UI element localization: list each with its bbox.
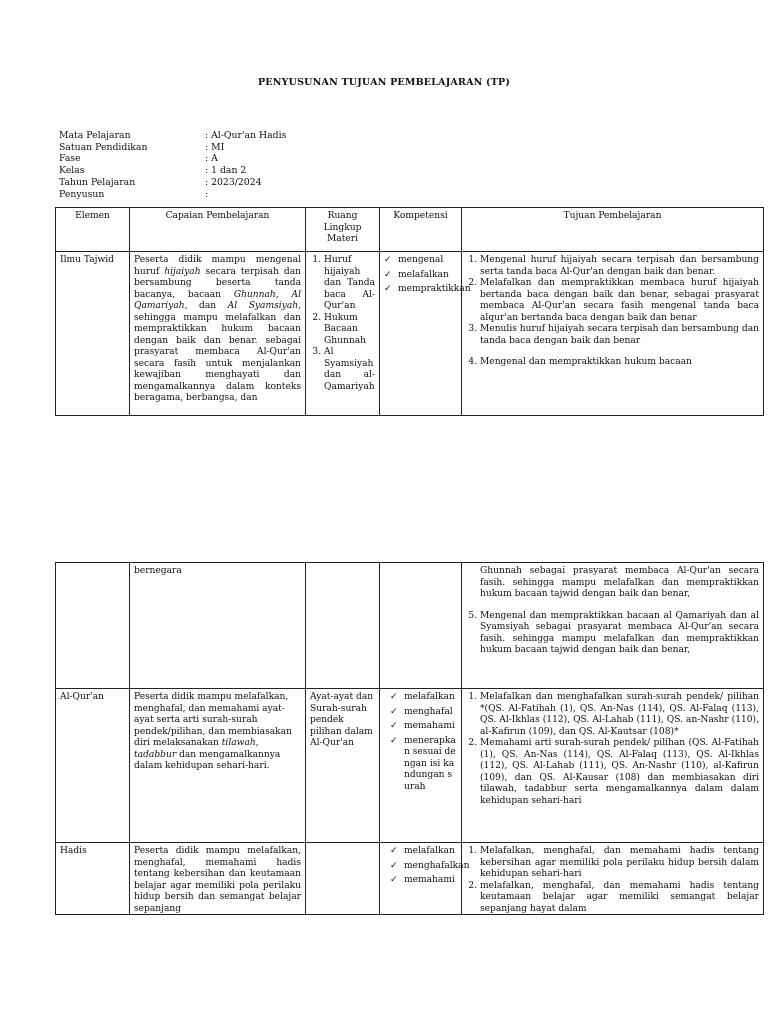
info-value: : A — [205, 153, 218, 165]
check-icon: ✓ — [390, 721, 398, 731]
kompetensi-cell — [380, 252, 471, 416]
list-item — [384, 255, 457, 267]
capaian-text: Peserta didik mampu melafalkan, menghafal, memahami hadis tentang kebersihan dan keutamaan belajar agar memiliki pola perilaku hidup bersih dan semangat belajar sepanjang — [134, 846, 301, 914]
info-label: Satuan Pendidikan — [59, 141, 148, 153]
check-icon: ✓ — [390, 692, 398, 702]
info-value: : 2023/2024 — [205, 176, 262, 188]
info-row — [59, 177, 286, 189]
elemen-cell: Al-Qur'an — [56, 689, 130, 843]
check-icon: ✓ — [390, 875, 398, 885]
kompetensi-cell — [380, 563, 462, 689]
check-icon: ✓ — [390, 735, 398, 746]
kompetensi-label: melafalkan — [404, 846, 455, 856]
table-row — [56, 563, 764, 689]
list-item: 1. Huruf hijaiyah dan Tanda baca Al-Qur'an — [324, 255, 375, 313]
identity-block — [59, 130, 286, 200]
info-value: : — [205, 188, 209, 200]
list-item — [390, 707, 457, 719]
list-item: 1. Melafalkan, menghafal, dan memahami hadis tentang kebersihan agar memiliki pola perilaku hidup bersih dalam kehidupan sehari-hari — [480, 846, 759, 881]
tujuan-cell — [462, 843, 764, 915]
ruang-lingkup-cell: Ayat-ayat dan Surah-surah pendek pilihan dalam Al-Qur'an — [306, 689, 380, 843]
kompetensi-label: memahami — [404, 721, 455, 731]
check-icon: ✓ — [384, 284, 392, 294]
table-header-row — [56, 208, 764, 252]
kompetensi-label: menghafal — [404, 706, 453, 717]
list-item: 2. melafalkan, menghafal, dan memahami hadis tentang keutamaan belajar agar memiliki semangat belajar sepanjang hayat dalam — [480, 881, 759, 916]
capaian-text: dan — [187, 301, 228, 311]
capaian-cell — [130, 689, 306, 843]
spacer — [466, 601, 759, 611]
capaian-cell — [130, 843, 306, 915]
kompetensi-label: melafalkan — [398, 269, 449, 280]
elemen-cell — [56, 563, 130, 689]
info-label: Tahun Pelajaran — [59, 176, 136, 188]
list-item: 2. Memahami arti surah-surah pendek/ pilihan (QS. Al-Fatihah (1), QS. An-Nas (114), QS. Al-Falaq (113), QS. Al-Ikhlas (112), QS. Al-Lahab (111), QS. An-Nashr (110), al-Kafirun (109), dan QS. Al-Kausar (108) dan membiasakan diri tilawah, tadabbur serta mengamalkannya dalam dalam kehidupan sehari-hari — [480, 738, 759, 807]
info-row — [59, 153, 286, 165]
kompetensi-cell — [380, 843, 470, 915]
info-row — [59, 189, 286, 201]
header-ruang-lingkup: Ruang Lingkup Materi — [306, 208, 380, 252]
list-item — [390, 875, 457, 887]
tujuan-continued: Ghunnah sebagai prasyarat membaca Al-Qur'an secara fasih. sehingga mampu melafalkan dan mempraktikkan hukum bacaan tajwid dengan baik dan benar, — [480, 566, 759, 599]
list-item: 2. Melafalkan dan mempraktikkan membaca huruf hijaiyah bertanda baca dengan baik dan benar, sebagai prasyarat membaca Al-Qur'an secara fasih mengenal tanda baca alqur'an bertanda baca dengan baik dan benar — [480, 278, 759, 324]
info-label: Kelas — [59, 165, 85, 177]
capaian-cell: bernegara — [130, 563, 306, 689]
list-item — [390, 692, 457, 704]
list-item: 4. Mengenal dan mempraktikkan hukum bacaan — [480, 357, 759, 369]
ruang-lingkup-cell — [306, 843, 380, 915]
info-row — [59, 165, 286, 177]
elemen-cell: Hadis — [56, 843, 130, 915]
capaian-text: Peserta didik mampu melafalkan, menghafal, dan memahami ayat-ayat serta arti surah-surah pendek/pilihan, dan membiasakan diri melaksanakan — [134, 692, 292, 748]
kompetensi-cell — [380, 689, 462, 843]
check-icon: ✓ — [390, 860, 398, 871]
info-label: Mata Pelajaran — [59, 130, 131, 141]
list-item — [384, 270, 457, 282]
list-item — [390, 721, 457, 733]
document-title: PENYUSUNAN TUJUAN PEMBELAJARAN (TP) — [257, 77, 511, 88]
list-item — [390, 736, 457, 794]
capaian-italic: hijaiyah — [164, 266, 201, 277]
check-icon: ✓ — [384, 255, 392, 265]
capaian-text: secara terpisah dan bersambung beserta tanda bacanya, bacaan — [134, 266, 301, 300]
kompetensi-label: memahami — [404, 875, 455, 885]
ruang-lingkup-cell — [306, 252, 380, 416]
list-item: 3. Menulis huruf hijaiyah secara terpisah dan bersambung dan tanda baca dengan baik dan benar — [480, 324, 759, 347]
elemen-cell: Ilmu Tajwid — [56, 252, 130, 416]
table-row — [56, 252, 764, 416]
capaian-italic: Ghunnah, Al Qamariyah, — [134, 289, 301, 311]
list-item — [390, 860, 470, 873]
list-item: 3. Al Syamsiyah dan al-Qamariyah — [324, 347, 375, 393]
ruang-lingkup-cell — [306, 563, 380, 689]
info-value: : MI — [205, 141, 225, 153]
capaian-text: dan mengamalkannya dalam kehidupan sehari-hari. — [134, 749, 281, 771]
list-item: 2. Hukum Bacaan Ghunnah — [324, 313, 375, 348]
header-kompetensi: Kompetensi — [380, 208, 462, 252]
tujuan-cell — [462, 563, 764, 689]
tp-table-page-1 — [55, 207, 764, 416]
list-item: 1. Mengenal huruf hijaiyah secara terpisah dan bersambung serta tanda baca Al-Qur'an dengan baik dan benar. — [480, 255, 759, 278]
header-elemen: Elemen — [56, 208, 130, 252]
kompetensi-label: menghafalkan — [404, 860, 470, 871]
table-row — [56, 689, 764, 843]
info-row — [59, 130, 286, 142]
tujuan-cell — [462, 689, 764, 843]
info-value: : Al-Qur'an Hadis — [205, 130, 287, 141]
list-item — [384, 284, 471, 296]
info-value: : 1 dan 2 — [205, 165, 247, 177]
kompetensi-label: mengenal — [398, 255, 444, 265]
capaian-italic: Al Syamsiyah, — [227, 301, 301, 311]
tujuan-cell — [462, 252, 764, 416]
kompetensi-label: melafalkan — [404, 692, 455, 702]
tp-table-page-2 — [55, 562, 764, 915]
capaian-text: sehingga mampu melafalkan dan mempraktikkan hukum bacaan dengan baik dan benar. sebagai prasyarat membaca Al-Qur'an secara fasih untuk menjalankan kewajiban menghayati dan mengamalkannya dalam konteks beragama, berbangsa, dan — [134, 312, 301, 403]
list-item: 1. Melafalkan dan menghafalkan surah-surah pendek/ pilihan *(QS. Al-Fatihah (1), QS. An-Nas (114), QS. Al-Falaq (113), QS. Al-Ikhlas (112), QS. Al-Lahab (111), QS. an-Nashr (110), al-Kafirun (109), dan QS. Al-Kautsar (108)* — [480, 692, 759, 738]
table-row — [56, 843, 764, 915]
info-row — [59, 142, 286, 154]
check-icon: ✓ — [384, 269, 392, 280]
spacer — [480, 347, 759, 357]
capaian-text: Peserta didik mampu mengenal huruf — [134, 255, 301, 277]
check-icon: ✓ — [390, 706, 398, 717]
list-item — [390, 846, 457, 858]
header-capaian: Capaian Pembelajaran — [130, 208, 306, 252]
header-tujuan: Tujuan Pembelajaran — [462, 208, 764, 252]
check-icon: ✓ — [390, 846, 398, 856]
capaian-italic: tilawah, tadabbur — [134, 738, 259, 760]
kompetensi-label: mempraktikkan — [398, 284, 471, 294]
kompetensi-label: menerapkan sesuai dengan isi kandungan surah — [404, 735, 456, 792]
info-label: Penyusun — [59, 188, 105, 200]
capaian-cell — [130, 252, 306, 416]
info-label: Fase — [59, 153, 81, 165]
list-item: 5. Mengenal dan mempraktikkan bacaan al Qamariyah dan al Syamsiyah sebagai prasyarat membaca Al-Qur'an secara fasih. sehingga mampu melafalkan dan mempraktikkan hukum bacaan tajwid dengan baik dan benar, — [480, 611, 759, 657]
